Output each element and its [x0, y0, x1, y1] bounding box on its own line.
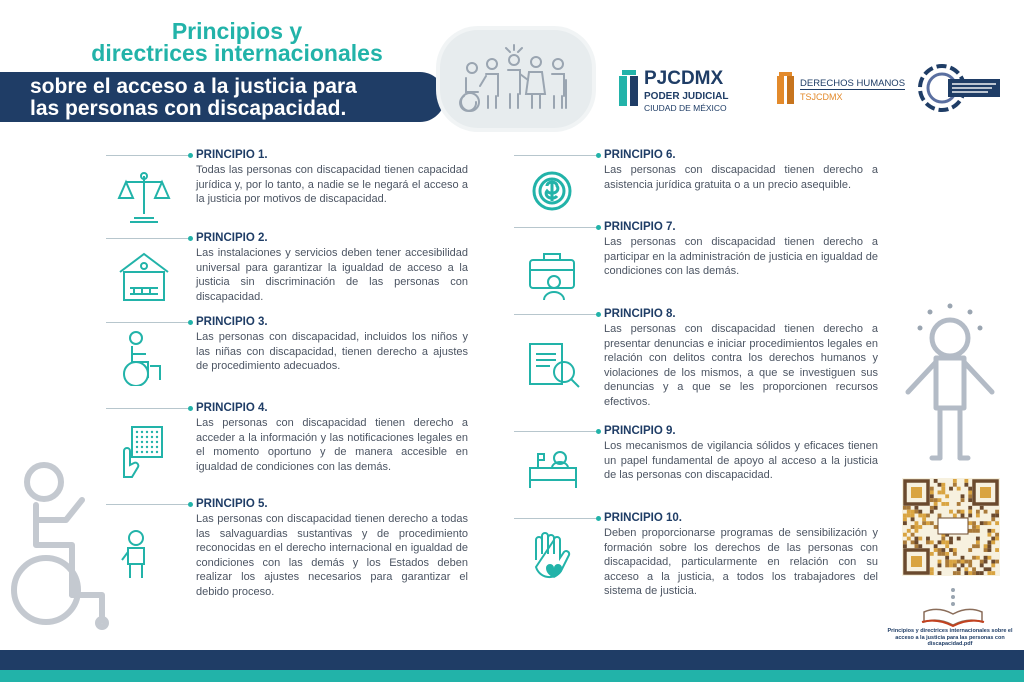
principle-bullet: [188, 236, 193, 241]
coins-icon: [526, 165, 582, 221]
principle-text: Las personas con discapacidad, incluidos los niños y las niñas con discapacidad, tienen derecho a ajustes de procedimiento adecuados.: [196, 331, 468, 373]
hero-people-badge: [440, 30, 592, 128]
principle-heading: PRINCIPIO 4.: [196, 402, 268, 414]
qr-code[interactable]: [902, 478, 1000, 576]
wheelchair-child-icon: [116, 330, 172, 386]
title-band: [0, 72, 445, 122]
footer-band-teal: [0, 670, 1024, 682]
committee-seal-logo: [918, 58, 1002, 118]
document-search-icon: [526, 340, 582, 396]
principle-bullet: [596, 516, 601, 521]
principle-heading: PRINCIPIO 1.: [196, 149, 268, 161]
principle-heading: PRINCIPIO 10.: [604, 512, 682, 524]
principle-text: Los mecanismos de vigilancia sólidos y eficaces tienen un papel fundamental de apoyo al acceso a la justicia de las personas con discapacidad.: [604, 440, 878, 482]
wheelchair-person-icon: [6, 460, 118, 630]
principle-divider: [514, 314, 596, 315]
principle-heading: PRINCIPIO 6.: [604, 149, 676, 161]
title-primary: Principios y directrices internacionales: [91, 18, 383, 66]
qr-caption: Principios y directrices internacionales sobre el acceso a la justicia para las personas con discapacidad.pdf: [887, 628, 1013, 647]
principle-bullet: [188, 502, 193, 507]
principle-bullet: [596, 225, 601, 230]
pjcdmx-emblem-icon: [618, 70, 640, 110]
principle-text: Las personas con discapacidad tienen derecho a todas las salvaguardias sustantivas y de procedimiento reconocidas en el derecho internacional en igualdad de condiciones con las demás y los Estados deben realizar los ajustes necesarios para garantizar el debido proceso.: [196, 513, 468, 598]
derechos-humanos-logo: [776, 70, 906, 110]
principle-divider: [514, 431, 596, 432]
principle-text: Las personas con discapacidad tienen derecho a acceder a la información y las notificaciones legales en el momento oportuno y de manera accesible en igualdad de condiciones con las demás.: [196, 417, 468, 473]
person-icon: [116, 530, 172, 586]
principle-heading: PRINCIPIO 9.: [604, 425, 676, 437]
principle-text: Las personas con discapacidad tienen derecho a presentar denuncias e iniciar procedimientos legales en relación con delitos contra los derechos humanos y violaciones de los mismos, a que se investiguen sus denuncias y a que se les proporcionen recursos efectivos.: [604, 323, 878, 408]
briefcase-person-icon: [526, 250, 582, 306]
principle-heading: PRINCIPIO 8.: [604, 308, 676, 320]
principle-divider: [106, 238, 188, 239]
principle-divider: [106, 322, 188, 323]
principle-bullet: [188, 406, 193, 411]
principle-text: Las instalaciones y servicios deben tener accesibilidad universal para garantizar la igualdad de acceso a la justicia sin discriminación de las personas con discapacidad.: [196, 247, 468, 303]
people-group-icon: [440, 30, 592, 128]
principle-divider: [514, 518, 596, 519]
principle-divider: [106, 155, 188, 156]
scales-icon: [116, 170, 172, 226]
monitor-person-icon: [526, 450, 582, 506]
principle-bullet: [188, 153, 193, 158]
principle-bullet: [188, 320, 193, 325]
braille-hand-icon: [116, 425, 172, 481]
circular-seal-icon: [918, 58, 1002, 118]
principle-divider: [106, 504, 188, 505]
principle-text: Todas las personas con discapacidad tienen capacidad jurídica y, por lo tanto, a nadie se le negará el acceso a la justicia por motivos de discapacidad.: [196, 164, 468, 206]
pjcdmx-brand: PJCDMX: [644, 68, 724, 89]
principle-heading: PRINCIPIO 3.: [196, 316, 268, 328]
dh-emblem-icon: [776, 72, 796, 106]
pjcdmx-logo: [618, 66, 748, 126]
principle-heading: PRINCIPIO 7.: [604, 221, 676, 233]
footer-band-navy: [0, 650, 1024, 670]
dh-line2: TSJCDMX: [800, 92, 843, 102]
principle-text: Deben proporcionarse programas de sensibilización y formación sobre los derechos de las personas con discapacidad, particularmente en relación con su acceso a la justicia, a todos los trabajadores del sistema de justicia.: [604, 527, 878, 598]
principle-heading: PRINCIPIO 5.: [196, 498, 268, 510]
principle-divider: [514, 227, 596, 228]
principle-bullet: [596, 429, 601, 434]
pjcdmx-line1: PODER JUDICIAL: [644, 91, 729, 102]
principle-divider: [514, 155, 596, 156]
principle-divider: [106, 408, 188, 409]
principle-text: Las personas con discapacidad tienen derecho a participar en la administración de justicia en igualdad de condiciones con las demás.: [604, 236, 878, 278]
principle-bullet: [596, 312, 601, 317]
qr-code-icon: [902, 478, 1000, 576]
pjcdmx-line2: CIUDAD DE MÉXICO: [644, 103, 727, 113]
building-icon: [116, 250, 172, 306]
standing-person-icon: [900, 300, 1000, 470]
principle-bullet: [596, 153, 601, 158]
hands-heart-icon: [526, 530, 582, 586]
principle-text: Las personas con discapacidad tienen derecho a asistencia jurídica gratuita o a un precio asequible.: [604, 164, 878, 191]
dh-line1: DERECHOS HUMANOS: [800, 78, 906, 89]
open-book-icon: [920, 588, 986, 628]
principle-heading: PRINCIPIO 2.: [196, 232, 268, 244]
title-secondary: sobre el acceso a la justicia para las personas con discapacidad.: [30, 75, 357, 120]
